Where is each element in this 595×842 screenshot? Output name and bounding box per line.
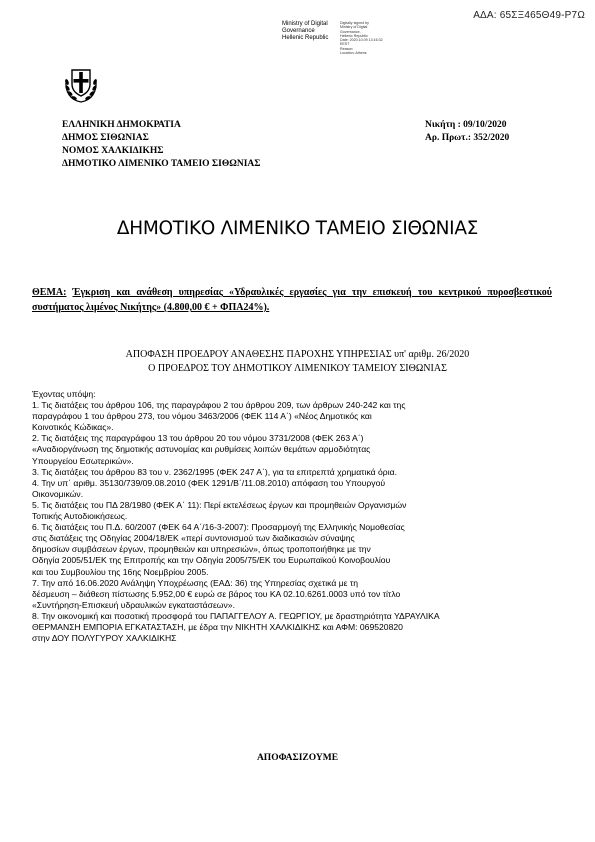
- body-line: δημοσίων συμβάσεων έργων, προμηθειών και υπηρεσιών», όπως τροποποιήθηκε με την: [32, 544, 371, 555]
- body-line: Οικονομικών.: [32, 488, 84, 499]
- body-line: 5. Τις διατάξεις του ΠΔ 28/1980 (ΦΕΚ Α΄ 11): Περί εκτελέσεως έργων και προμηθειών Οργανισμών: [32, 499, 407, 510]
- document-date: Νικήτη : 09/10/2020: [425, 120, 507, 130]
- body-line: ΘΕΡΜΑΝΣΗ ΕΜΠΟΡΙΑ ΕΓΚΑΤΑΣΤΑΣΗ, με έδρα την ΝΙΚΗΤΗ ΧΑΛΚΙΔΙΚΗΣ και ΑΦΜ: 069520820: [32, 621, 403, 632]
- body-line: Τοπικής Αυτοδιοικήσεως.: [32, 511, 128, 522]
- signature-line: Date: 2020.10.09 13:16:32: [340, 38, 383, 43]
- digital-signature-issuer: [282, 21, 328, 42]
- signature-line: Governance,: [340, 29, 361, 34]
- body-line: στις διατάξεις της Οδηγίας 2004/18/ΕΚ «περί συντονισμού των διαδικασιών σύναψης: [32, 533, 355, 544]
- ada-code: ΑΔΑ: 65ΣΞ465Θ49-Ρ7Ω: [473, 10, 585, 21]
- body-line: 6. Τις διατάξεις του Π.Δ. 60/2007 (ΦΕΚ 64 Α΄/16-3-2007): Προσαρμογή της Ελληνικής Νομοθεσίας: [32, 522, 405, 533]
- page-title: ΔΗΜΟΤΙΚΟ ΛΙΜΕΝΙΚΟ ΤΑΜΕΙΟ ΣΙΘΩΝΙΑΣ: [116, 218, 479, 239]
- body-line: 7. Την από 16.06.2020 Ανάληψη Υποχρέωσης (ΕΑΔ: 36) της Υπηρεσίας σχετικά με τη: [32, 577, 359, 588]
- greek-coat-of-arms-icon: [62, 64, 100, 104]
- signature-line: Ministry of Digital: [340, 25, 368, 30]
- issuer-line: Hellenic Republic: [282, 35, 329, 41]
- decision-heading: [0, 348, 595, 376]
- body-line: 8. Την οικονομική και ποσοτική προσφορά του ΠΑΠΑΓΓΕΛΟΥ Α. ΓΕΩΡΓΙΟΥ, με δραστηριότητα ΥΔΡΑΥΛΙΚΑ: [32, 610, 440, 621]
- president-line: Ο ΠΡΟΕΔΡΟΣ ΤΟΥ ΔΗΜΟΤΙΚΟΥ ΛΙΜΕΝΙΚΟΥ ΤΑΜΕΙΟΥ ΣΙΘΩΝΙΑΣ: [148, 363, 447, 374]
- body-line: «Συντήρηση-Επισκευή υδραυλικών εγκαταστάσεων».: [32, 599, 235, 610]
- body-line: δέσμευση – διάθεση πίστωσης 5.952,00 € ευρώ σε βάρος του ΚΑ 02.10.6261.0003 υπό τον τίτλο: [32, 588, 401, 599]
- signature-line: EEST: [340, 42, 350, 47]
- decide-heading: ΑΠΟΦΑΣΙΖΟΥΜΕ: [256, 753, 339, 763]
- body-line: Οδηγία 2005/51/ΕΚ της Επιτροπής και την Οδηγία 2005/75/ΕΚ του Ευρωπαϊκού Κοινοβουλίου: [32, 555, 391, 566]
- subject-text: Έγκριση και ανάθεση υπηρεσίας «Υδραυλικές εργασίες για την επισκευή του κεντρικού πυροσβεστικού συστήματος λιμένος Νικήτης» (4.800,00 € + ΦΠΑ24%).: [32, 287, 552, 313]
- issuer-header: [62, 119, 260, 171]
- body-line: 4. Την υπ΄ αριθμ. 35130/739/09.08.2010 (ΦΕΚ 1291/Β΄/11.08.2010) απόφαση του Υπουργού: [32, 477, 386, 488]
- body-line: Κοινοτικός Κώδικας».: [32, 422, 114, 433]
- issuer-line: Ministry of Digital: [282, 21, 328, 27]
- body-line: παραγράφου 1 του άρθρου 273, του νόμου 3463/2006 (ΦΕΚ 114 Α΄) «Νέος Δημοτικός και: [32, 411, 372, 422]
- subject-label: ΘΕΜΑ:: [32, 287, 67, 298]
- body-line: Υπουργείου Εσωτερικών».: [32, 455, 134, 466]
- body-line: και του Συμβουλίου της 16ης Νοεμβρίου 2005.: [32, 566, 209, 577]
- date-protocol: [425, 119, 509, 145]
- digital-signature-details: [340, 21, 383, 55]
- signature-line: Digitally signed by: [340, 21, 369, 25]
- body-line: 1. Τις διατάξεις του άρθρου 106, της παραγράφου 2 του άρθρου 209, των άρθρων 240-242 και της: [32, 400, 406, 411]
- signature-line: Hellenic Republic: [340, 33, 368, 38]
- body-line: στην ΔΟΥ ΠΟΛΥΓΥΡΟΥ ΧΑΛΚΙΔΙΚΗΣ: [32, 633, 177, 644]
- issuer-line: Governance: [282, 28, 315, 34]
- decision-title: ΑΠΟΦΑΣΗ ΠΡΟΕΔΡΟΥ ΑΝΑΘΕΣΗΣ ΠΑΡΟΧΗΣ ΥΠΗΡΕΣΙΑΣ υπ' αριθμ. 26/2020: [125, 349, 470, 360]
- body-line: Έχοντας υπόψη:: [32, 389, 96, 399]
- header-line: ΕΛΛΗΝΙΚΗ ΔΗΜΟΚΡΑΤΙΑ: [62, 120, 181, 130]
- subject-block: [32, 285, 552, 315]
- header-line: ΔΗΜΟΤΙΚΟ ΛΙΜΕΝΙΚΟ ΤΑΜΕΙΟ ΣΙΘΩΝΙΑΣ: [62, 159, 261, 169]
- body-line: 2. Τις διατάξεις της παραγράφου 13 του άρθρου 20 του νόμου 3731/2008 (ΦΕΚ 263 Α΄): [32, 433, 364, 444]
- signature-line: Reason:: [340, 46, 354, 51]
- header-line: ΔΗΜΟΣ ΣΙΘΩΝΙΑΣ: [62, 133, 149, 143]
- header-line: ΝΟΜΟΣ ΧΑΛΚΙΔΙΚΗΣ: [62, 146, 164, 156]
- protocol-number: Αρ. Πρωτ.: 352/2020: [425, 133, 510, 143]
- considerations-body: [32, 389, 557, 644]
- body-line: «Αναδιοργάνωση της δημοτικής αστυνομίας και ρυθμίσεις λοιπών θεμάτων αρμοδιότητας: [32, 444, 371, 455]
- signature-line: Location: Athens: [340, 51, 367, 56]
- body-line: 3. Τις διατάξεις του άρθρου 83 του ν. 2362/1995 (ΦΕΚ 247 Α΄), για τα επιτρεπτά χρηματικά όρια.: [32, 466, 397, 477]
